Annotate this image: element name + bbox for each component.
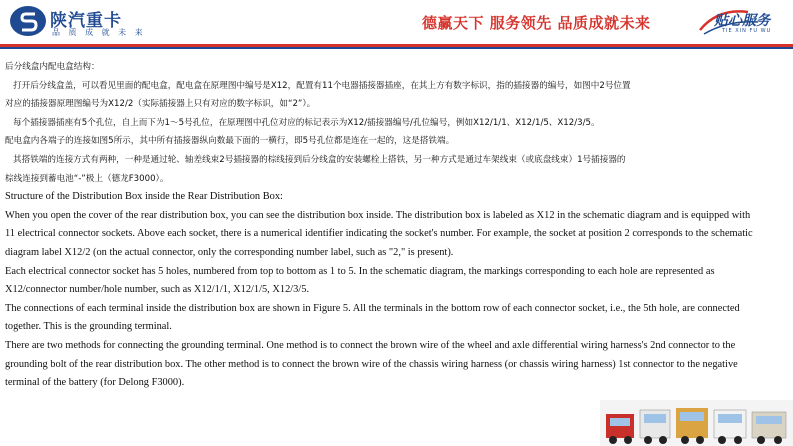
brand-name: 陕汽重卡 bbox=[50, 11, 122, 31]
header-slogan: 德赢天下 服务领先 品质成就未来 bbox=[422, 14, 651, 32]
en-paragraph-line: 11 electrical connector sockets. Above each socket, there is a numerical identifier indicating the socket's number. For example, the socket at position 2 corresponds to the schematic bbox=[5, 228, 753, 240]
en-paragraph-line: Each electrical connector socket has 5 holes, numbered from top to bottom as 1 to 5. In the schematic diagram, the markings corresponding to each hole are represented as bbox=[5, 265, 715, 277]
cn-paragraph-line: 对应的插接器原理图编号为X12/2（实际插接器上只有对应的数字标识，如“2”）。 bbox=[5, 99, 316, 110]
en-paragraph-line: The connections of each terminal inside the distribution box are shown in Figure 5. All the terminals in the bottom row of each connector socket, i.e., the 5th hole, are connected bbox=[5, 302, 740, 314]
cn-heading: 后分线盒内配电盒结构： bbox=[5, 62, 100, 72]
en-paragraph-line: grounding bolt of the rear distribution box. The other method is to connect the brown wire of the chassis wiring harness (or chassis wiring harness) 1st connector to the negative bbox=[5, 358, 738, 370]
page-header bbox=[0, 0, 793, 44]
en-paragraph-line: terminal of the battery (for Delong F3000). bbox=[5, 377, 185, 389]
service-logo bbox=[698, 6, 788, 38]
brand-tagline: 品 质 成 就 未 来 bbox=[52, 28, 146, 37]
truck-lineup-image bbox=[600, 400, 793, 446]
cn-paragraph-line: 打开后分线盒盖，可以看见里面的配电盒，配电盒在原理图中编号是X12，配置有11个电器插接器插座，在其上方有数字标识，指的插接器的编号，如图中2号位置 bbox=[13, 80, 631, 91]
cn-paragraph-line: 棕线连接到蓄电池“-”极上（德龙F3000）。 bbox=[5, 173, 169, 184]
cn-paragraph-line: 其搭铁端的连接方式有两种，一种是通过轮、轴差线束2号插接器的棕线接到后分线盒的安装螺栓上搭铁，另一种方式是通过车架线束（或底盘线束）1号插接器的 bbox=[13, 154, 626, 165]
en-paragraph-line: X12/connector number/hole number, such as X12/1/1, X12/1/5, X12/3/5. bbox=[5, 284, 310, 296]
en-paragraph-line: diagram label X12/2 (on the actual connector, only the corresponding number label, such as "2," is present). bbox=[5, 246, 454, 258]
en-paragraph-line: When you open the cover of the rear distribution box, you can see the distribution box inside. The distribution box is labeled as X12 in the schematic diagram and is equipped with bbox=[5, 209, 751, 221]
en-heading: Structure of the Distribution Box inside the Rear Distribution Box: bbox=[5, 191, 283, 203]
header-divider-blue bbox=[0, 47, 793, 49]
shacman-logo-icon bbox=[10, 6, 46, 36]
cn-paragraph-line: 每个插接器插座有5个孔位，自上而下为1～5号孔位，在原理图中孔位对应的标记表示为X12/插接器编号/孔位编号，例如X12/1/1、X12/1/5、X12/3/5。 bbox=[13, 117, 600, 128]
cn-paragraph-line: 配电盒内各端子的连接如图5所示，其中所有插接器纵向数最下面的一横行，即5号孔位都是连在一起的，这是搭铁端。 bbox=[5, 136, 455, 147]
service-subtitle: TIE XIN FU WU bbox=[722, 28, 772, 34]
logo-s-mark-icon bbox=[20, 11, 38, 33]
en-paragraph-line: There are two methods for connecting the grounding terminal. One method is to connect the brown wire of the wheel and axle differential wiring harness's 2nd connector to the bbox=[5, 339, 736, 351]
document-body bbox=[5, 58, 785, 393]
service-title: 贴心服务 bbox=[714, 13, 770, 29]
en-paragraph-line: together. This is the grounding terminal. bbox=[5, 321, 172, 333]
